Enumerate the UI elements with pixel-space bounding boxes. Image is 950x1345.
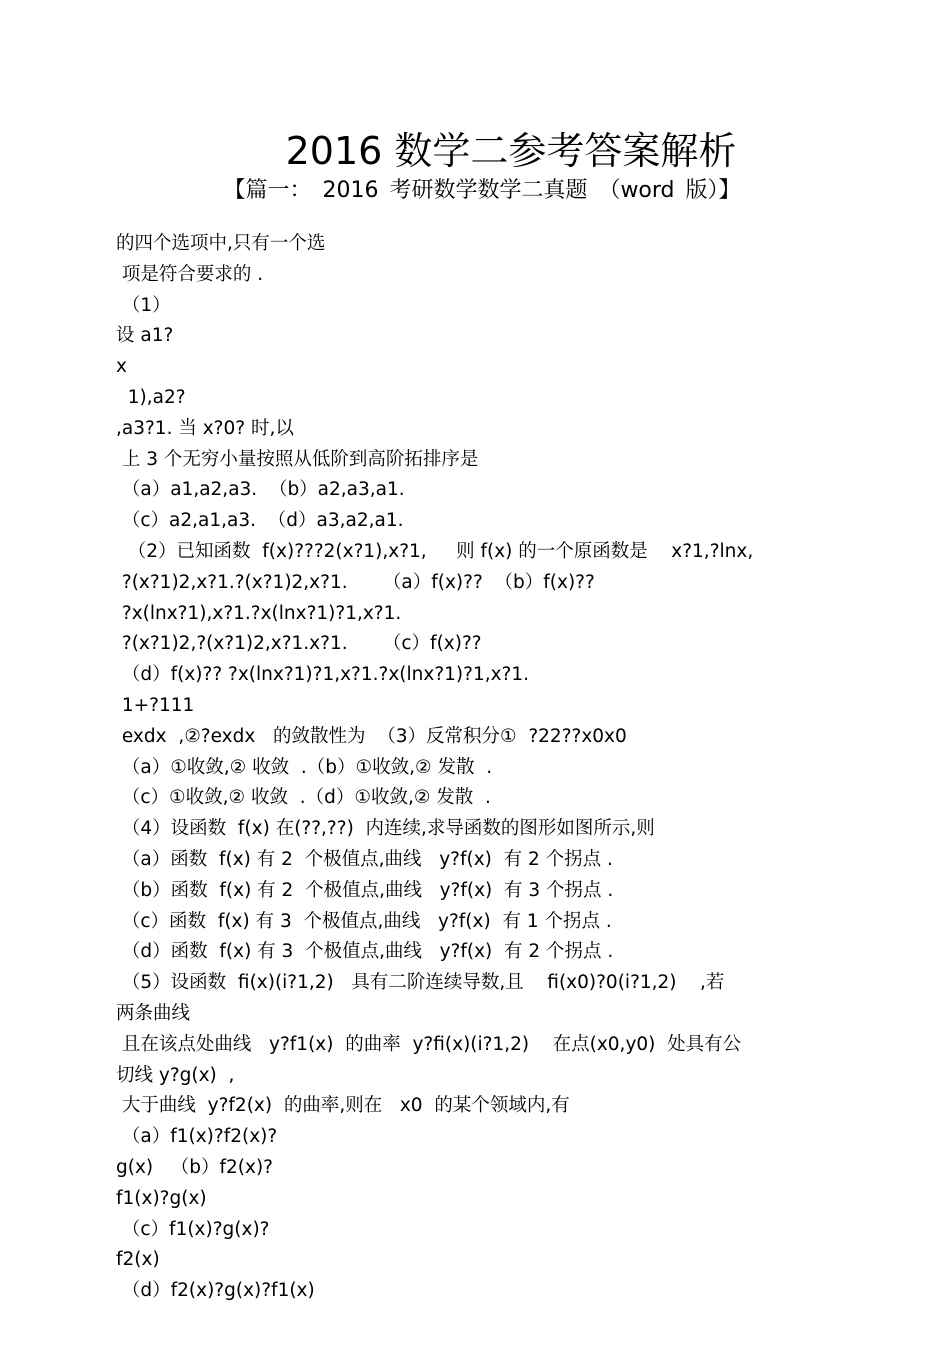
text-line: 大于曲线 y?f2(x) 的曲率,则在 x0 的某个领域内,有	[116, 1095, 570, 1117]
text-line: （a）函数 f(x) 有 2 个极值点,曲线 y?f(x) 有 2 个拐点 .	[116, 848, 613, 870]
text-line: （b）函数 f(x) 有 2 个极值点,曲线 y?f(x) 有 3 个拐点 .	[116, 879, 614, 901]
text-line: （c）函数 f(x) 有 3 个极值点,曲线 y?f(x) 有 1 个拐点 .	[116, 910, 612, 932]
text-line: 两条曲线	[116, 1002, 191, 1024]
text-line: ,a3?1. 当 x?0? 时,以	[116, 417, 294, 439]
text-line: （d）函数 f(x) 有 3 个极值点,曲线 y?f(x) 有 2 个拐点 .	[116, 941, 614, 963]
text-line: （a）①收敛,② 收敛 .（b）①收敛,② 发散 .	[116, 756, 493, 778]
text-line: （1）	[116, 294, 171, 316]
text-line: exdx ,②?exdx 的敛散性为 （3）反常积分① ?22??x0x0	[116, 725, 627, 747]
text-line: 1),a2?	[116, 386, 186, 408]
text-line: 设 a1?	[116, 325, 174, 347]
text-line: （2）已知函数 f(x)???2(x?1),x?1, 则 f(x) 的一个原函数是 x?1,?lnx,	[116, 540, 754, 562]
text-line: （4）设函数 f(x) 在(??,??) 内连续,求导函数的图形如图所示,则	[116, 818, 655, 840]
text-line: 1+?111	[116, 694, 195, 716]
document-title: 2016 数学二参考答案解析	[285, 129, 737, 173]
text-line: 的四个选项中,只有一个选	[116, 233, 326, 254]
text-line: （d）f(x)?? ?x(lnx?1)?1,x?1.?x(lnx?1)?1,x?1.	[116, 664, 530, 686]
text-line: ?(x?1)2,x?1.?(x?1)2,x?1. （a）f(x)?? （b）f(x)??	[116, 571, 595, 593]
document-subtitle: 【篇一： 2016 考研数学数学二真题 （word 版）】	[223, 178, 741, 203]
text-line: （d）f2(x)?g(x)?f1(x)	[116, 1280, 315, 1302]
text-line: 且在该点处曲线 y?f1(x) 的曲率 y?fi(x)(i?1,2) 在点(x0,y0) 处具有公	[116, 1033, 742, 1055]
text-line: f2(x)	[116, 1249, 160, 1271]
text-line: ?x(lnx?1),x?1.?x(lnx?1)?1,x?1.	[116, 602, 402, 624]
text-line: 上 3 个无穷小量按照从低阶到高阶拓排序是	[116, 448, 479, 470]
text-line: （c）a2,a1,a3. （d）a3,a2,a1.	[116, 510, 404, 532]
text-line: f1(x)?g(x)	[116, 1187, 207, 1209]
text-line: （a）a1,a2,a3. （b）a2,a3,a1.	[116, 479, 405, 501]
text-line: （c）f1(x)?g(x)?	[116, 1218, 270, 1240]
document-body	[116, 229, 876, 1307]
text-line: 切线 y?g(x) ,	[116, 1064, 235, 1086]
text-line: 项是符合要求的 .	[116, 263, 264, 285]
text-line: ?(x?1)2,?(x?1)2,x?1.x?1. （c）f(x)??	[116, 633, 482, 655]
text-line: g(x) （b）f2(x)?	[116, 1156, 273, 1178]
text-line: （a）f1(x)?f2(x)?	[116, 1126, 278, 1148]
text-line: x	[116, 356, 127, 378]
text-line: （5）设函数 fi(x)(i?1,2) 具有二阶连续导数,且 fi(x0)?0(i?1,2) ,若	[116, 972, 725, 994]
text-line: （c）①收敛,② 收敛 .（d）①收敛,② 发散 .	[116, 787, 491, 809]
